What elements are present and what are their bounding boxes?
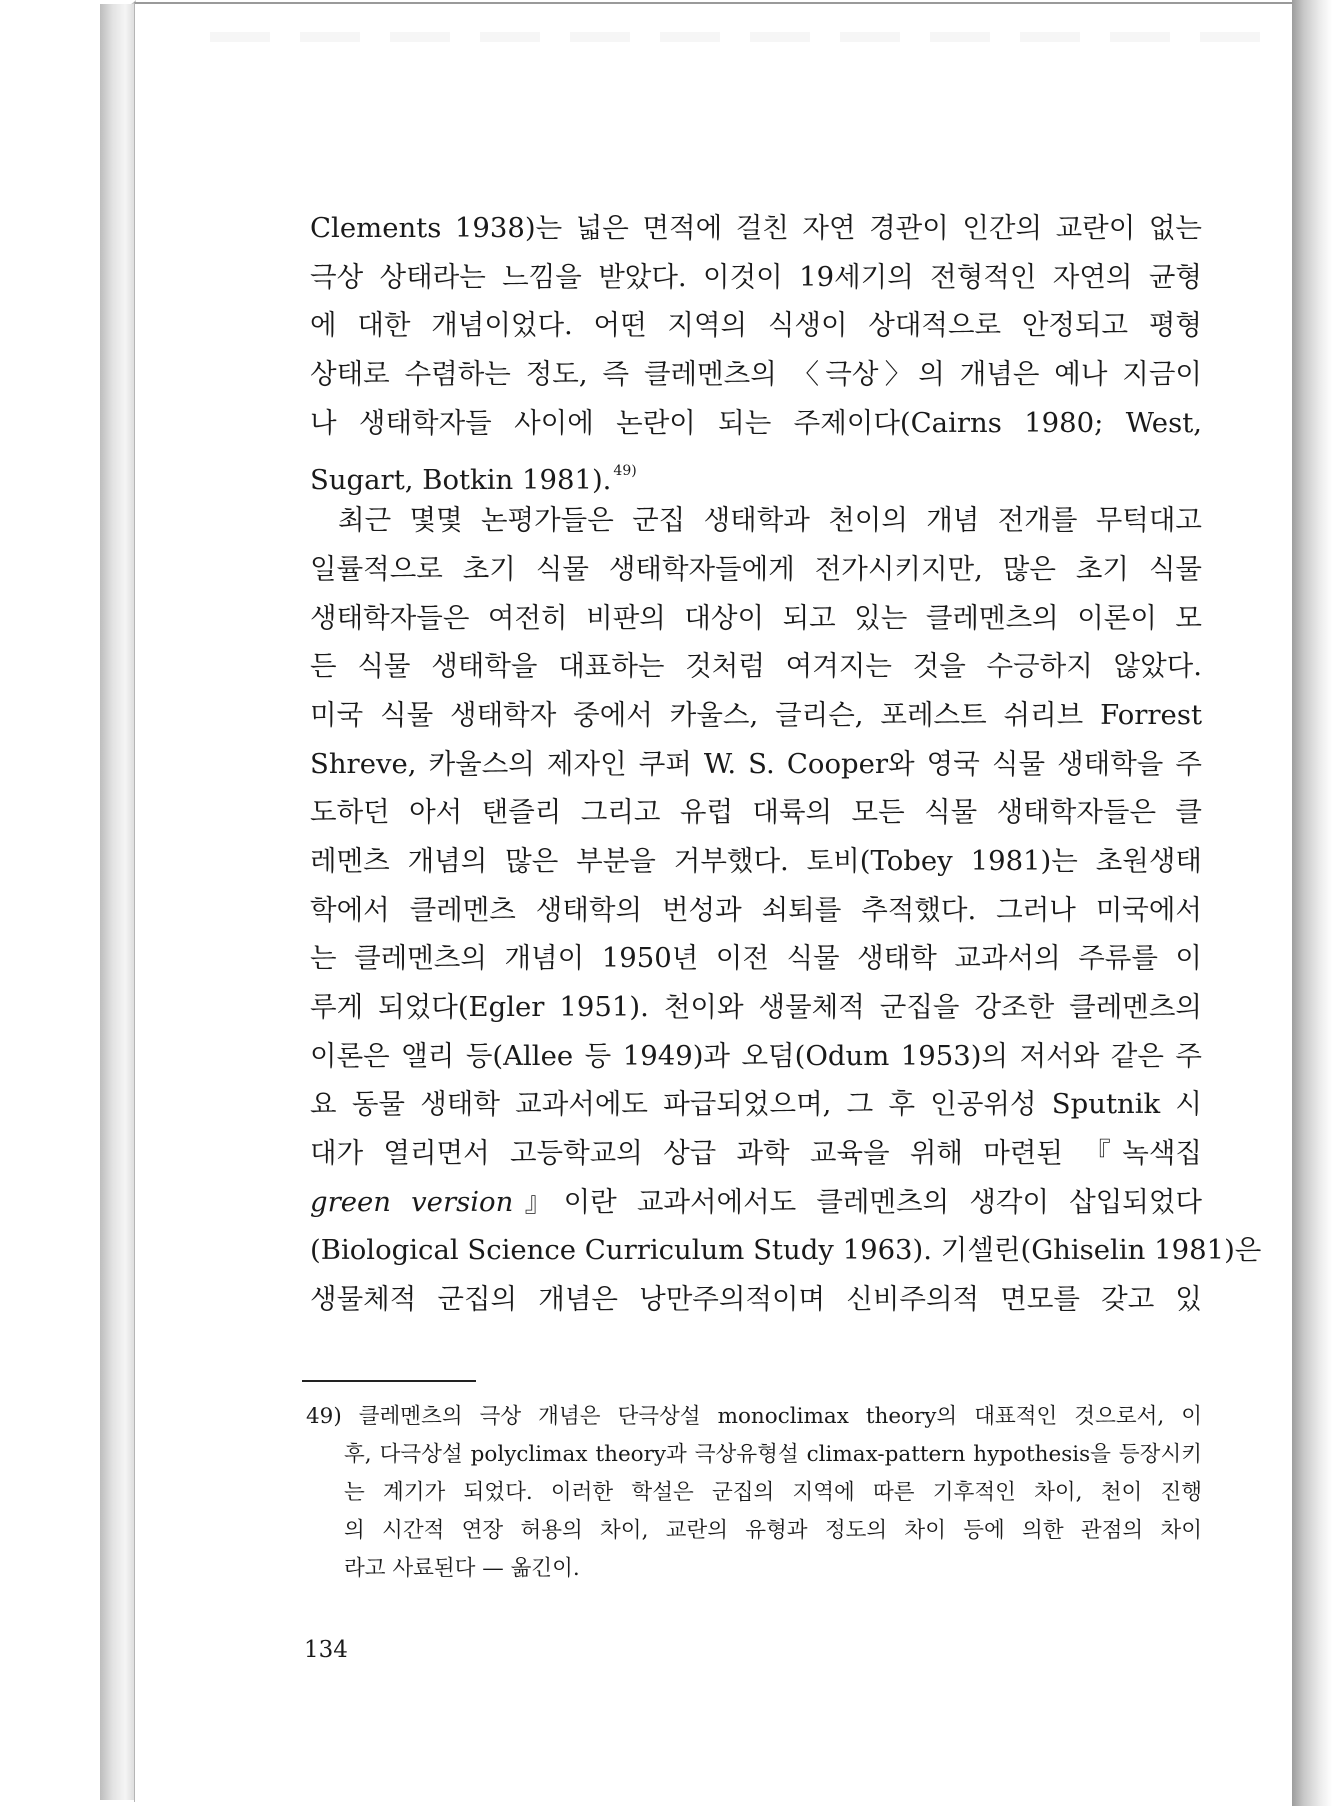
text-line: 대가 열리면서 고등학교의 상급 과학 교육을 위해 마련된 『녹색집: [310, 1137, 1202, 1170]
footnote-divider: [302, 1380, 476, 1382]
footnotes: [306, 1398, 1202, 1588]
footnote-line: 라고 사료된다 — 옮긴이.: [344, 1556, 580, 1581]
text-line-content: Sugart, Botkin 1981).: [310, 464, 612, 497]
page-number: 134: [304, 1637, 348, 1663]
text-line: 극상 상태라는 느낌을 받았다. 이것이 19세기의 전형적인 자연의 균형: [310, 260, 1202, 293]
text-line: (Biological Science Curriculum Study 1963). 기셀린(Ghiselin 1981)은: [310, 1234, 1262, 1267]
book-page-edge: [100, 4, 136, 1800]
footnote-reference[interactable]: 49): [613, 463, 637, 480]
text-line: green version』이란 교과서에서도 클레멘츠의 생각이 삽입되었다: [310, 1185, 1202, 1218]
text-line: 일률적으로 초기 식물 생태학자들에게 전가시키지만, 많은 초기 식물: [310, 552, 1202, 585]
text-line: 이론은 앨리 등(Allee 등 1949)과 오덤(Odum 1953)의 저서와 같은 주: [310, 1039, 1202, 1072]
footnote-line: 는 계기가 되었다. 이러한 학설은 군집의 지역에 따른 기후적인 차이, 천이 진행: [344, 1480, 1202, 1505]
text-line: [310, 447, 1202, 496]
text-line: 상태로 수렴하는 정도, 즉 클레멘츠의 〈극상〉의 개념은 예나 지금이: [310, 358, 1202, 391]
text-line: 요 동물 생태학 교과서에도 파급되었으며, 그 후 인공위성 Sputnik 시: [310, 1088, 1202, 1121]
text-line: 미국 식물 생태학자 중에서 카울스, 글리슨, 포레스트 쉬리브 Forrest: [310, 698, 1202, 731]
text-line: 레멘츠 개념의 많은 부분을 거부했다. 토비(Tobey 1981)는 초원생태: [310, 844, 1202, 877]
text-line: 도하던 아서 탠즐리 그리고 유럽 대륙의 모든 식물 생태학자들은 클: [310, 796, 1202, 829]
text-line: 생태학자들은 여전히 비판의 대상이 되고 있는 클레멘츠의 이론이 모: [310, 601, 1202, 634]
text-line: 학에서 클레멘츠 생태학의 번성과 쇠퇴를 추적했다. 그러나 미국에서: [310, 893, 1202, 926]
footnote-line: 49) 클레멘츠의 극상 개념은 단극상설 monoclimax theory의 대표적인 것으로서, 이: [306, 1404, 1202, 1429]
text-line: 는 클레멘츠의 개념이 1950년 이전 식물 생태학 교과서의 주류를 이: [310, 942, 1202, 975]
text-line: 나 생태학자들 사이에 논란이 되는 주제이다(Cairns 1980; West,: [310, 406, 1202, 439]
text-line: 에 대한 개념이었다. 어떤 지역의 식생이 상대적으로 안정되고 평형: [310, 309, 1202, 342]
page-shadow: [1292, 0, 1332, 1806]
text-line: Shreve, 카울스의 제자인 쿠퍼 W. S. Cooper와 영국 식물 생태학을 주: [310, 747, 1202, 780]
text-line: 루게 되었다(Egler 1951). 천이와 생물체적 군집을 강조한 클레멘츠의: [310, 991, 1202, 1023]
footnote-line: 후, 다극상설 polyclimax theory과 극상유형설 climax-pattern hypothesis을 등장시키: [344, 1442, 1202, 1467]
text-line: 최근 몇몇 논평가들은 군집 생태학과 천이의 개념 전개를 무턱대고: [338, 504, 1202, 537]
italic-title: green version: [310, 1185, 514, 1218]
body-text: [310, 204, 1262, 1324]
text-line: 생물체적 군집의 개념은 낭만주의적이며 신비주의적 면모를 갖고 있: [310, 1283, 1202, 1316]
text-line: Clements 1938)는 넓은 면적에 걸친 자연 경관이 인간의 교란이 없는: [310, 212, 1202, 244]
bleed-through-header: [210, 32, 1260, 42]
text-line: 든 식물 생태학을 대표하는 것처럼 여겨지는 것을 수긍하지 않았다.: [310, 650, 1202, 683]
footnote-line: 의 시간적 연장 허용의 차이, 교란의 유형과 정도의 차이 등에 의한 관점의 차이: [344, 1518, 1202, 1543]
